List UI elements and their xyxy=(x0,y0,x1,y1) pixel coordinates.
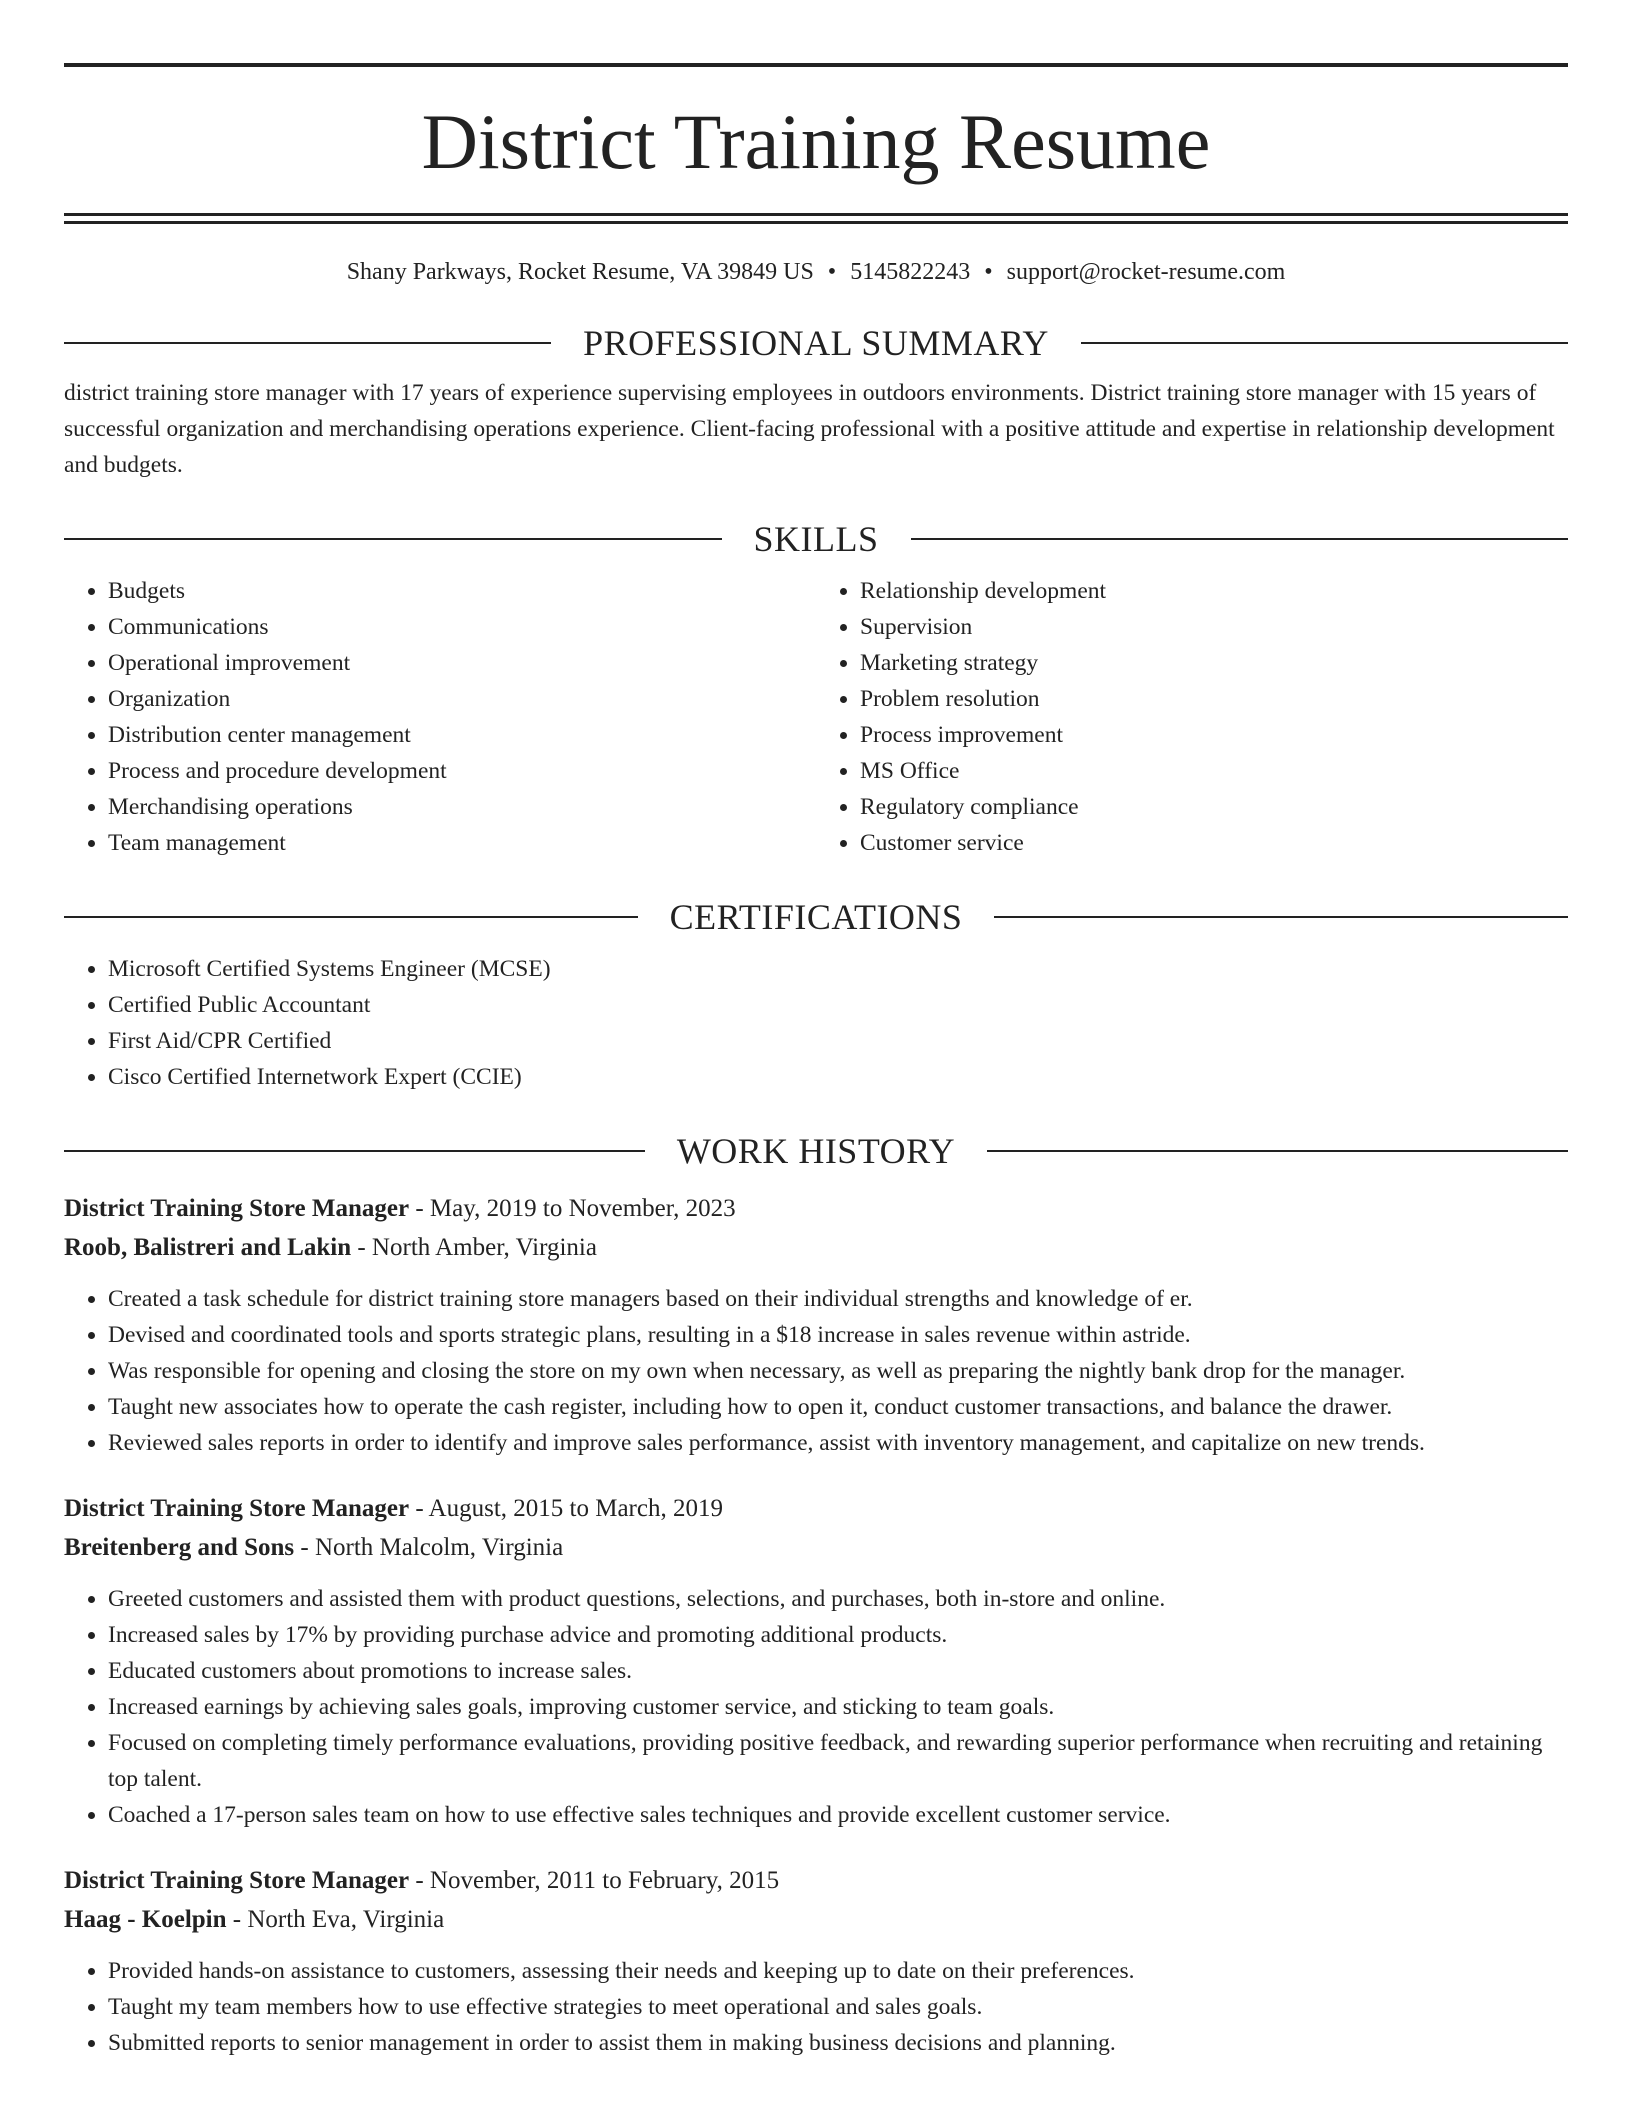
job-bullet: • Educated customers about promotions to increase sales. xyxy=(108,1653,1568,1689)
skills-column-left xyxy=(64,573,816,861)
contact-phone: 5145822243 xyxy=(850,259,971,285)
skill-item: • Process improvement xyxy=(860,717,1568,753)
skill-item: • Team management xyxy=(108,825,816,861)
skills-list xyxy=(64,573,1568,861)
job-bullet: • Created a task schedule for district training store managers based on their individual strengths and knowledge of er. xyxy=(108,1281,1568,1317)
contact-line xyxy=(64,257,1568,287)
certification-item: • Cisco Certified Internetwork Expert (CCIE) xyxy=(108,1059,1568,1095)
skill-item: • Customer service xyxy=(860,825,1568,861)
job-location: - North Amber, Virginia xyxy=(351,1234,597,1261)
job-bullet: • Reviewed sales reports in order to identify and improve sales performance, assist with inventory management, and capitalize on new trends. xyxy=(108,1425,1568,1461)
skill-item: • Marketing strategy xyxy=(860,645,1568,681)
certification-item: • Microsoft Certified Systems Engineer (MCSE) xyxy=(108,951,1568,987)
top-rule xyxy=(64,63,1568,67)
job-bullet: • Increased sales by 17% by providing purchase advice and promoting additional products. xyxy=(108,1617,1568,1653)
section-header-summary xyxy=(64,321,1568,365)
resume-title: District Training Resume xyxy=(421,98,1211,185)
skill-item: • Communications xyxy=(108,609,816,645)
job-company: Haag - Koelpin xyxy=(64,1906,227,1933)
job-location: - North Malcolm, Virginia xyxy=(294,1534,564,1561)
skill-item: • Supervision xyxy=(860,609,1568,645)
section-rule xyxy=(64,342,551,344)
job-company: Roob, Balistreri and Lakin xyxy=(64,1234,352,1261)
skill-item: • Operational improvement xyxy=(108,645,816,681)
section-title: PROFESSIONAL SUMMARY xyxy=(583,323,1049,363)
section-rule xyxy=(911,538,1569,540)
section-title: CERTIFICATIONS xyxy=(669,897,963,937)
job-bullet: • Provided hands-on assistance to customers, assessing their needs and keeping up to date on their preferences. xyxy=(108,1953,1568,1989)
section-rule xyxy=(64,538,722,540)
section-header-certifications xyxy=(64,895,1568,939)
section-rule xyxy=(987,1150,1568,1152)
certifications-list xyxy=(64,951,1568,1095)
job-bullet: • Greeted customers and assisted them with product questions, selections, and purchases, both in-store and online. xyxy=(108,1581,1568,1617)
job-bullets xyxy=(64,1953,1568,2061)
job-bullet: • Submitted reports to senior management in order to assist them in making business decisions and planning. xyxy=(108,2025,1568,2061)
contact-separator: • xyxy=(984,259,993,285)
job-bullet: • Devised and coordinated tools and sports strategic plans, resulting in a $18 increase in sales revenue within astride. xyxy=(108,1317,1568,1353)
summary-text: district training store manager with 17 years of experience supervising employees in outdoors environments. District training store manager with 15 years of successful organization and merchandising operations experience. Client-facing professional with a positive attitude and expertise in relationship development and budgets. xyxy=(64,380,1555,478)
job-dates: - May, 2019 to November, 2023 xyxy=(409,1195,736,1222)
job-company-line xyxy=(64,1528,1568,1567)
job-company: Breitenberg and Sons xyxy=(64,1534,295,1561)
title-rule-lower xyxy=(64,221,1568,224)
skill-item: • Process and procedure development xyxy=(108,753,816,789)
job-bullets xyxy=(64,1281,1568,1461)
job-bullet: • Coached a 17-person sales team on how to use effective sales techniques and provide excellent customer service. xyxy=(108,1797,1568,1833)
skill-item: • Relationship development xyxy=(860,573,1568,609)
certification-item: • Certified Public Accountant xyxy=(108,987,1568,1023)
section-rule xyxy=(994,916,1568,918)
section-header-work-history xyxy=(64,1129,1568,1173)
section-title: WORK HISTORY xyxy=(676,1131,956,1171)
skill-item: • Merchandising operations xyxy=(108,789,816,825)
job-bullet: • Taught my team members how to use effective strategies to meet operational and sales goals. xyxy=(108,1989,1568,2025)
certification-item: • First Aid/CPR Certified xyxy=(108,1023,1568,1059)
contact-separator: • xyxy=(827,259,837,285)
resume-page xyxy=(64,0,1568,2061)
job-dates: - August, 2015 to March, 2019 xyxy=(409,1495,723,1522)
skill-item: • Distribution center management xyxy=(108,717,816,753)
skill-item: • Budgets xyxy=(108,573,816,609)
job-role: District Training Store Manager xyxy=(64,1195,410,1222)
skill-item: • Organization xyxy=(108,681,816,717)
job-company-line xyxy=(64,1900,1568,1939)
job-entry xyxy=(64,1189,1568,1461)
job-bullet: • Taught new associates how to operate the cash register, including how to open it, conduct customer transactions, and balance the drawer. xyxy=(108,1389,1568,1425)
job-bullet: • Was responsible for opening and closing the store on my own when necessary, as well as preparing the nightly bank drop for the manager. xyxy=(108,1353,1568,1389)
skill-item: • Regulatory compliance xyxy=(860,789,1568,825)
job-company-line xyxy=(64,1228,1568,1267)
job-bullet: • Increased earnings by achieving sales goals, improving customer service, and sticking to team goals. xyxy=(108,1689,1568,1725)
job-bullets xyxy=(64,1581,1568,1833)
job-entry xyxy=(64,1489,1568,1833)
section-rule xyxy=(64,1150,645,1152)
job-title-line xyxy=(64,1861,1568,1900)
contact-email: support@rocket-resume.com xyxy=(1006,259,1286,285)
job-bullet: • Focused on completing timely performance evaluations, providing positive feedback, and rewarding superior performance when recruiting and retaining top talent. xyxy=(108,1725,1568,1797)
job-title-line xyxy=(64,1189,1568,1228)
skills-column-right xyxy=(816,573,1568,861)
job-location: - North Eva, Virginia xyxy=(226,1906,445,1933)
skill-item: • Problem resolution xyxy=(860,681,1568,717)
job-role: District Training Store Manager xyxy=(64,1495,410,1522)
title-rule-upper xyxy=(64,213,1568,216)
job-title-line xyxy=(64,1489,1568,1528)
job-entry xyxy=(64,1861,1568,2061)
job-role: District Training Store Manager xyxy=(64,1867,410,1894)
job-dates: - November, 2011 to February, 2015 xyxy=(409,1867,780,1894)
section-rule xyxy=(64,916,638,918)
contact-address: Shany Parkways, Rocket Resume, VA 39849 US xyxy=(346,259,814,285)
skill-item: • MS Office xyxy=(860,753,1568,789)
section-title: SKILLS xyxy=(753,519,879,559)
section-rule xyxy=(1081,342,1568,344)
section-header-skills xyxy=(64,517,1568,561)
